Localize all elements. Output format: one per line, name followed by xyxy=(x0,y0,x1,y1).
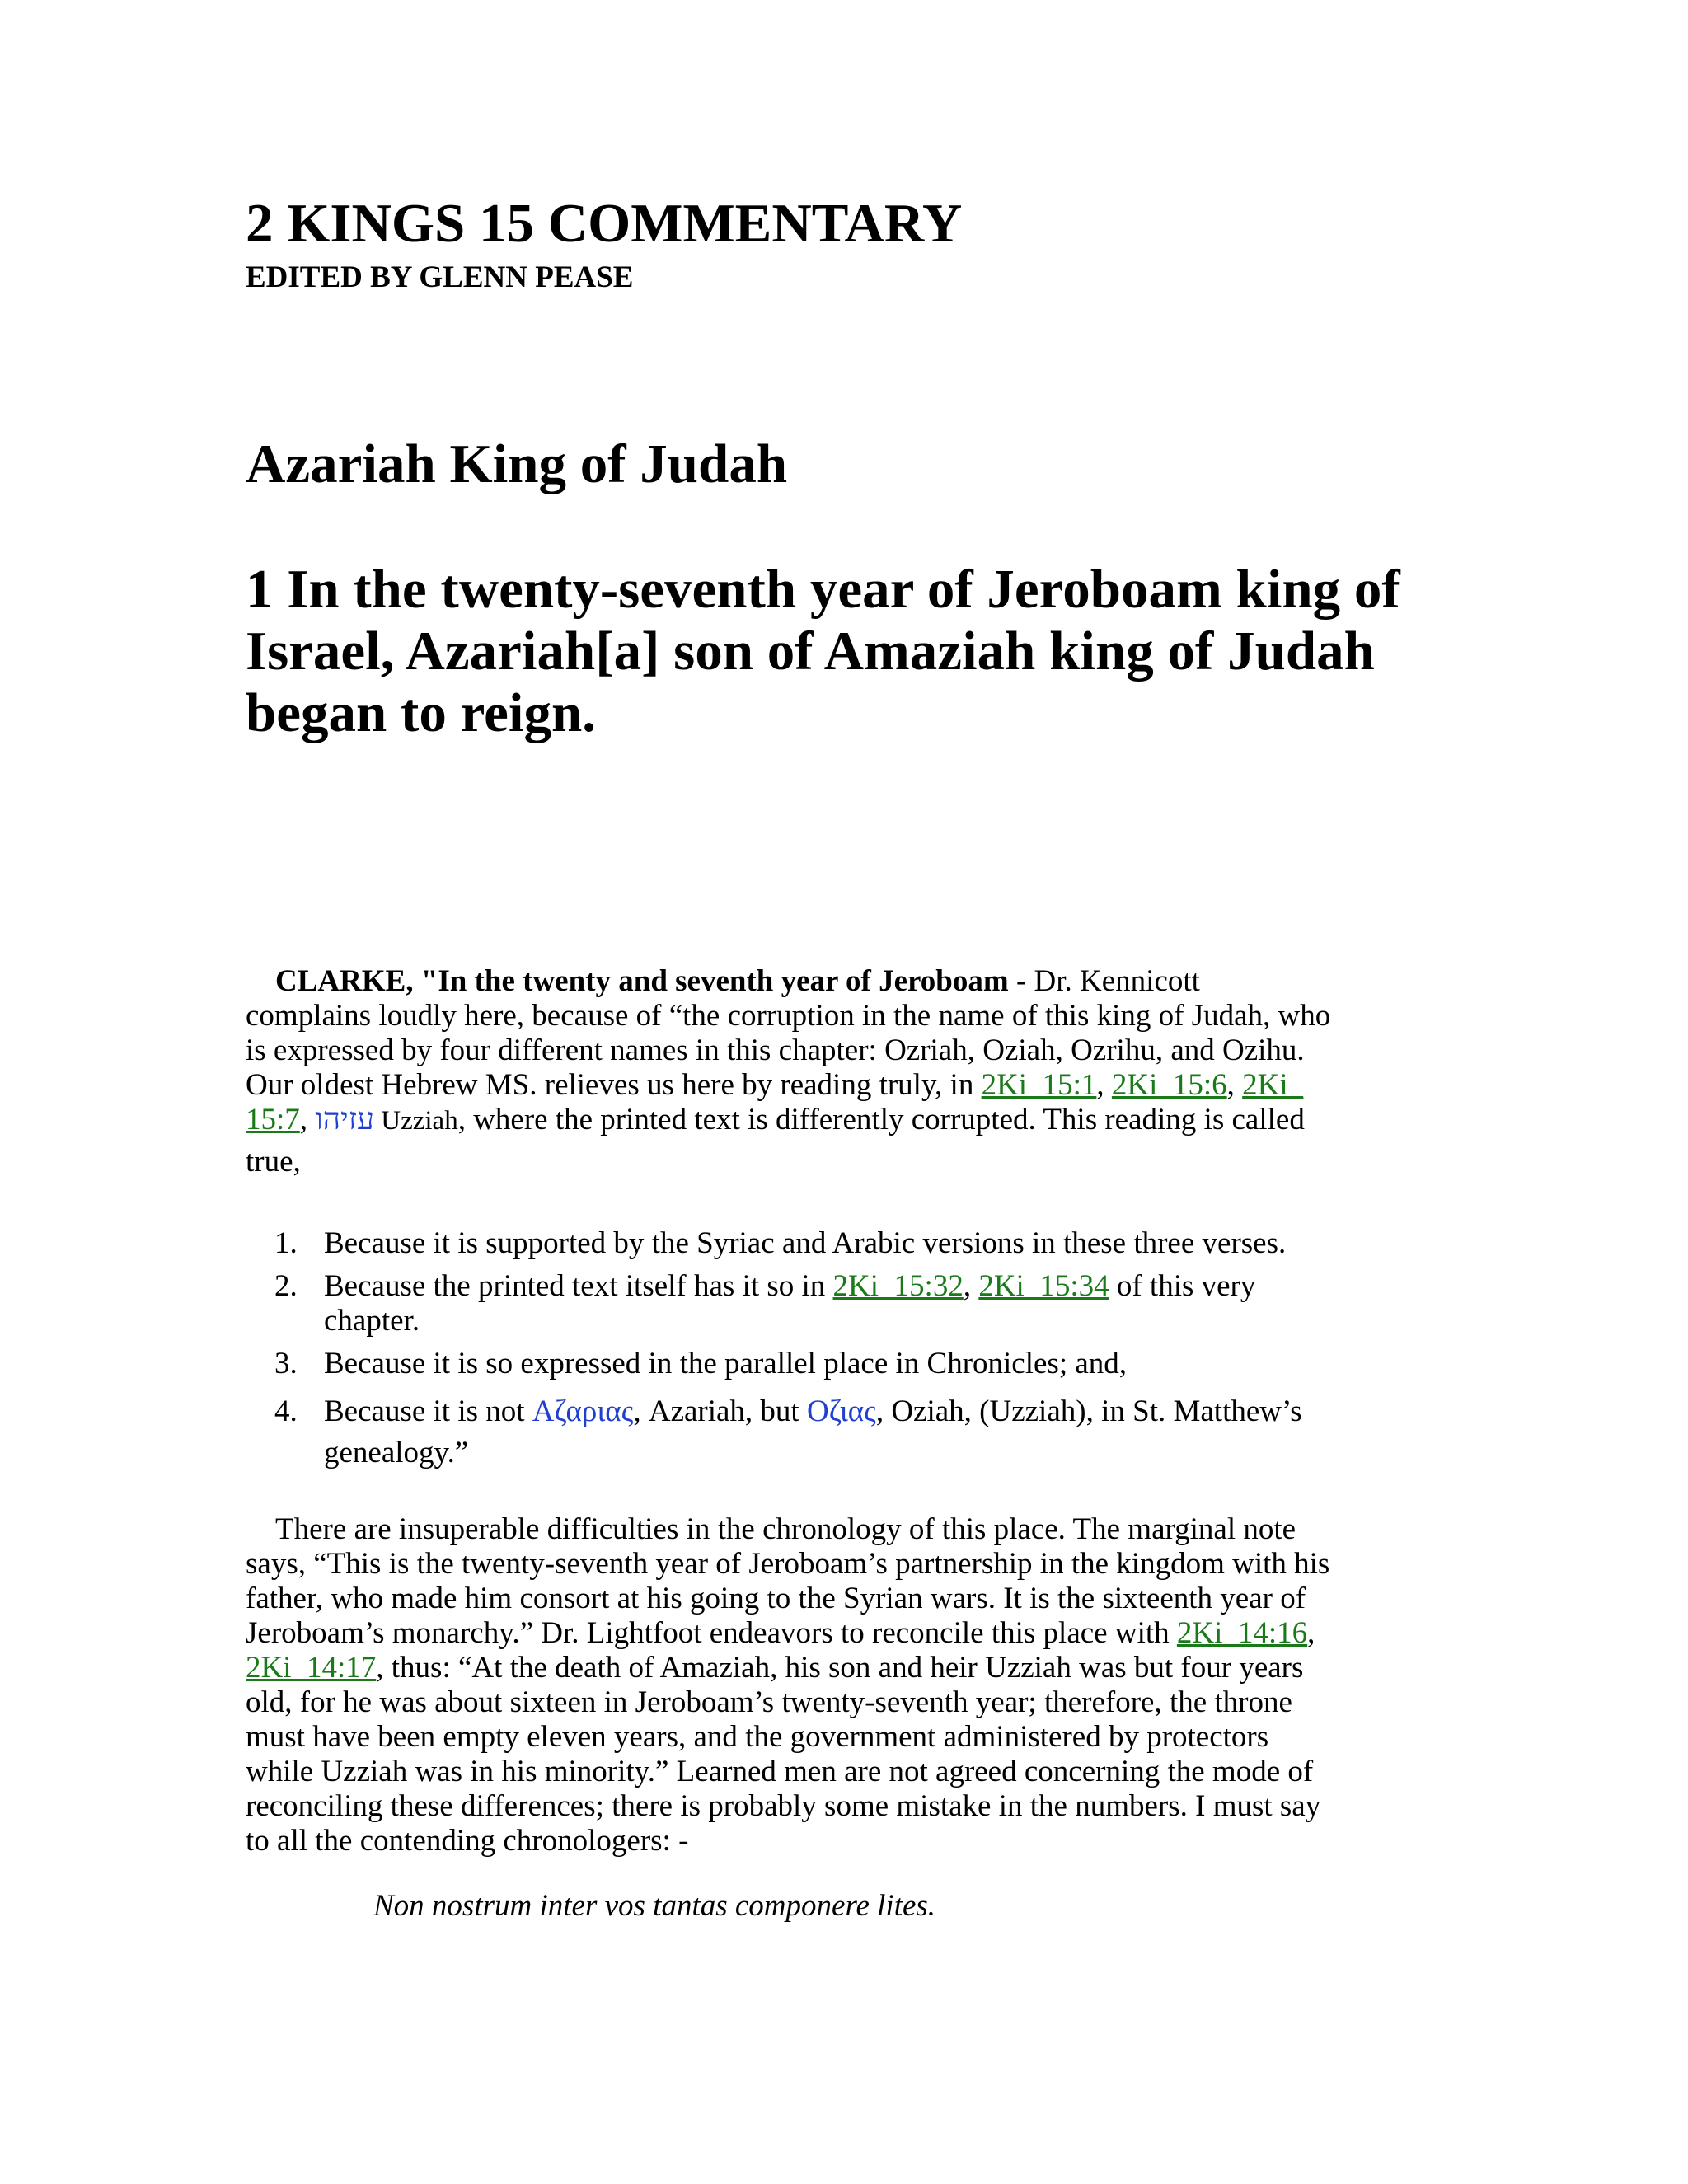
paragraph-line: Our oldest Hebrew MS. relieves us here by reading truly, in 2Ki_15:1, 2Ki_15:6, 2Ki_ xyxy=(246,1068,1304,1102)
chronology-paragraph xyxy=(246,1512,1465,1858)
paragraph-line: old, for he was about sixteen in Jeroboam’s twenty-seventh year; therefore, the throne xyxy=(246,1685,1292,1719)
scripture-link[interactable]: 2Ki_15:6 xyxy=(1111,1068,1227,1102)
paragraph-line: CLARKE, "In the twenty and seventh year of Jeroboam - Dr. Kennicott xyxy=(275,964,1200,998)
paragraph-line: to all the contending chronologers: - xyxy=(246,1824,689,1858)
greek-word: Αζαριας xyxy=(532,1394,634,1428)
reasons-list xyxy=(246,1226,1465,1470)
commentary-lead: CLARKE, "In the twenty and seventh year of Jeroboam xyxy=(275,964,1009,998)
scripture-link[interactable]: 2Ki_15:32 xyxy=(832,1269,964,1303)
document-subtitle: EDITED BY GLENN PEASE xyxy=(246,260,634,294)
list-item: 3. Because it is so expressed in the parallel place in Chronicles; and, xyxy=(274,1347,1128,1380)
greek-word: Οζιας xyxy=(806,1394,876,1428)
scripture-link[interactable]: 2Ki_15:34 xyxy=(978,1269,1109,1303)
list-number: 4. xyxy=(274,1394,298,1428)
paragraph-line: while Uzziah was in his minority.” Learned men are not agreed concerning the mode of xyxy=(246,1755,1314,1788)
paragraph-line: says, “This is the twenty-seventh year of Jeroboam’s partnership in the kingdom with his xyxy=(246,1547,1330,1581)
paragraph-line: There are insuperable difficulties in the chronology of this place. The marginal note xyxy=(275,1512,1296,1546)
list-number: 2. xyxy=(274,1269,298,1303)
list-item: 1. Because it is supported by the Syriac and Arabic versions in these three verses. xyxy=(274,1226,1287,1260)
clarke-paragraph xyxy=(246,964,1465,1179)
scripture-link[interactable]: 2Ki_14:17 xyxy=(246,1651,377,1685)
scripture-link[interactable]: 15:7 xyxy=(246,1103,300,1137)
paragraph-line: is expressed by four different names in this chapter: Ozriah, Oziah, Ozrihu, and Ozihu. xyxy=(246,1033,1305,1067)
verse-line: Israel, Azariah[a] son of Amaziah king of Judah xyxy=(246,621,1375,682)
hebrew-word: עזיהו xyxy=(315,1103,374,1137)
paragraph-line: 2Ki_14:17, thus: “At the death of Amaziah, his son and heir Uzziah was but four years xyxy=(246,1651,1304,1685)
document-title: 2 KINGS 15 COMMENTARY xyxy=(246,193,963,254)
list-number: 3. xyxy=(274,1347,298,1380)
paragraph-line: must have been empty eleven years, and the government administered by protectors xyxy=(246,1720,1269,1754)
paragraph-line: 15:7, עזיהו Uzziah, where the printed text is differently corrupted. This reading is called xyxy=(246,1103,1305,1137)
verse-line: 1 In the twenty-seventh year of Jeroboam king of xyxy=(246,559,1400,620)
latin-quote: Non nostrum inter vos tantas componere lites. xyxy=(373,1889,936,1923)
list-item: 2. Because the printed text itself has it so in 2Ki_15:32, 2Ki_15:34 of this very chapter. xyxy=(274,1269,1256,1338)
paragraph-line: reconciling these differences; there is probably some mistake in the numbers. I must say xyxy=(246,1789,1321,1823)
list-number: 1. xyxy=(274,1226,298,1260)
list-item: 4. Because it is not Αζαριας, Azariah, but Οζιας, Oziah, (Uzziah), in St. Matthew’s genealogy.” xyxy=(274,1394,1302,1469)
scripture-link[interactable]: 2Ki_ xyxy=(1242,1068,1304,1102)
scripture-link[interactable]: 2Ki_14:16 xyxy=(1176,1616,1308,1650)
paragraph-line: true, xyxy=(246,1145,301,1179)
paragraph-line: Jeroboam’s monarchy.” Dr. Lightfoot endeavors to reconcile this place with 2Ki_14:16, xyxy=(246,1616,1315,1650)
verse-text xyxy=(246,559,1449,744)
scripture-link[interactable]: 2Ki_15:1 xyxy=(981,1068,1097,1102)
paragraph-line: complains loudly here, because of “the corruption in the name of this king of Judah, who xyxy=(246,999,1331,1033)
verse-line: began to reign. xyxy=(246,682,596,743)
paragraph-line: father, who made him consort at his going to the Syrian wars. It is the sixteenth year of xyxy=(246,1582,1306,1615)
section-heading: Azariah King of Judah xyxy=(246,434,788,494)
